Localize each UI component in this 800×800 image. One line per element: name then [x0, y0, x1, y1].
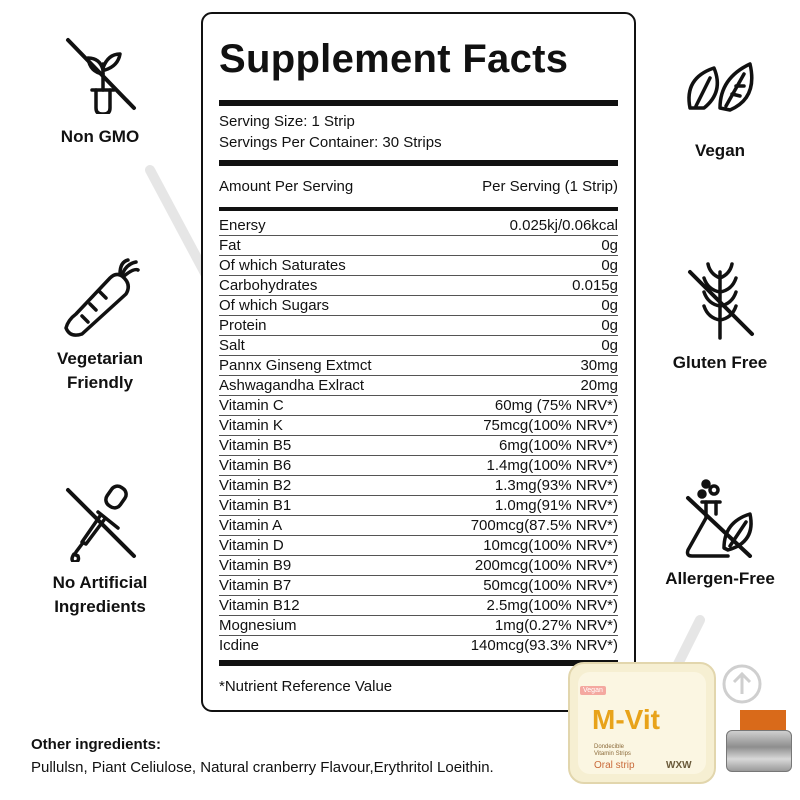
nutrient-row — [219, 536, 618, 556]
feature-gluten-free — [640, 262, 800, 375]
nutrient-name: Enersy — [219, 217, 266, 234]
amount-header — [219, 178, 618, 195]
tin-brand: WXW — [666, 760, 692, 771]
tin-badge: Vegan — [580, 686, 606, 695]
nutrient-table — [219, 216, 618, 656]
nutrient-value: 0.015g — [572, 277, 618, 294]
feature-vegan — [640, 48, 800, 163]
divider — [219, 207, 618, 211]
nutrient-value: 0g — [601, 337, 618, 354]
divider — [219, 160, 618, 166]
nutrient-name: Of which Saturates — [219, 257, 346, 274]
nutrient-value: 30mg — [580, 357, 618, 374]
other-ingredients-text: Pullulsn, Piant Celiulose, Natural cranberry Flavour,Erythritol Loeithin. — [31, 759, 494, 776]
nutrient-name: Ashwagandha Exlract — [219, 377, 365, 394]
nutrient-row — [219, 376, 618, 396]
feature-label — [10, 571, 190, 619]
nutrient-name: Mognesium — [219, 617, 297, 634]
nutrient-row — [219, 236, 618, 256]
nutrient-name: Vitamin K — [219, 417, 283, 434]
nutrient-value: 2.5mg(100% NRV*) — [486, 597, 618, 614]
nutrient-row — [219, 216, 618, 236]
nutrient-name: Vitamin B5 — [219, 437, 292, 454]
nutrient-value: 10mcg(100% NRV*) — [483, 537, 618, 554]
no-wheat-icon — [680, 262, 760, 342]
nutrient-name: Vitamin B2 — [219, 477, 292, 494]
nutrient-value: 0g — [601, 317, 618, 334]
feature-vegetarian — [20, 258, 180, 395]
no-allergen-flask-icon — [680, 478, 760, 558]
nutrient-value: 1.4mg(100% NRV*) — [486, 457, 618, 474]
feature-label-line2: Ingredients — [54, 597, 146, 616]
carrot-icon — [60, 258, 140, 338]
divider — [219, 100, 618, 106]
oral-strip-roll — [718, 700, 798, 780]
nutrient-row — [219, 456, 618, 476]
tin-strip-label: Oral strip — [594, 760, 635, 771]
nutrient-row — [219, 576, 618, 596]
feature-label-line2: Friendly — [66, 373, 134, 392]
nutrient-name: Vitamin B7 — [219, 577, 292, 594]
no-gmo-icon — [60, 34, 140, 114]
nutrient-row — [219, 556, 618, 576]
nutrient-value: 200mcg(100% NRV*) — [474, 557, 618, 574]
feature-non-gmo — [20, 34, 180, 149]
divider — [219, 660, 618, 666]
nutrient-name: Icdine — [219, 637, 260, 654]
leaves-icon — [680, 48, 760, 128]
feature-label-line1: No Artificial — [52, 573, 148, 592]
serving-size: Serving Size: 1 Strip — [219, 113, 355, 130]
nutrient-name: Vitamin B6 — [219, 457, 292, 474]
nutrient-row — [219, 596, 618, 616]
feature-label: Gluten Free — [672, 353, 768, 372]
nutrient-name: Pannx Ginseng Extmct — [219, 357, 372, 374]
nutrient-row — [219, 516, 618, 536]
tin-logo: M-Vit — [592, 704, 660, 735]
feature-label: Non GMO — [60, 127, 140, 146]
nutrient-row — [219, 436, 618, 456]
nutrient-row — [219, 416, 618, 436]
nutrient-name: Fat — [219, 237, 241, 254]
amount-header-right: Per Serving (1 Strip) — [482, 178, 618, 195]
nutrient-value: 0g — [601, 297, 618, 314]
tin-small-text — [594, 744, 631, 758]
feature-allergen-free — [630, 478, 800, 591]
amount-header-left: Amount Per Serving — [219, 178, 354, 195]
nutrient-value: 0g — [601, 257, 618, 274]
footnote: *Nutrient Reference Value — [219, 678, 393, 695]
servings-per-container: Servings Per Container: 30 Strips — [219, 134, 442, 151]
other-ingredients — [31, 735, 494, 779]
nutrient-name: Vitamin B12 — [219, 597, 300, 614]
nutrient-row — [219, 476, 618, 496]
strip-dispenser — [726, 730, 792, 772]
nutrient-value: 50mcg(100% NRV*) — [483, 577, 618, 594]
nutrient-value: 6mg(100% NRV*) — [499, 437, 618, 454]
nutrient-value: 20mg — [580, 377, 618, 394]
nutrient-row — [219, 256, 618, 276]
feature-label: Vegan — [694, 141, 746, 160]
product-image — [560, 650, 800, 800]
nutrient-name: Vitamin B9 — [219, 557, 292, 574]
nutrient-name: Vitamin C — [219, 397, 284, 414]
other-ingredients-title: Other ingredients: — [31, 736, 162, 753]
nutrient-name: Carbohydrates — [219, 277, 318, 294]
product-tin — [568, 662, 716, 784]
nutrient-value: 1.0mg(91% NRV*) — [494, 497, 618, 514]
nutrient-name: Of which Sugars — [219, 297, 330, 314]
nutrient-name: Vitamin A — [219, 517, 283, 534]
nutrient-row — [219, 616, 618, 636]
nutrient-name: Salt — [219, 337, 245, 354]
tin-small-line2: Vitamin Strips — [594, 751, 631, 757]
nutrient-value: 140mcg(93.3% NRV*) — [470, 637, 618, 654]
nutrient-value: 1.3mg(93% NRV*) — [494, 477, 618, 494]
nutrient-value: 1mg(0.27% NRV*) — [494, 617, 618, 634]
nutrient-value: 0g — [601, 237, 618, 254]
nutrient-value: 60mg (75% NRV*) — [494, 397, 618, 414]
nutrient-row — [219, 636, 618, 656]
feature-label: Allergen-Free — [665, 569, 775, 588]
nutrient-row — [219, 396, 618, 416]
nutrient-name: Vitamin B1 — [219, 497, 292, 514]
nutrient-row — [219, 316, 618, 336]
nutrient-row — [219, 496, 618, 516]
nutrient-name: Vitamin D — [219, 537, 284, 554]
nutrient-row — [219, 276, 618, 296]
nutrient-row — [219, 356, 618, 376]
feature-no-artificial — [10, 482, 190, 619]
nutrient-row — [219, 336, 618, 356]
supplement-facts-panel — [201, 12, 636, 712]
nutrient-row — [219, 296, 618, 316]
facts-title: Supplement Facts — [219, 37, 569, 81]
no-dropper-icon — [60, 482, 140, 562]
nutrient-value: 0.025kj/0.06kcal — [509, 217, 618, 234]
nutrient-value: 700mcg(87.5% NRV*) — [470, 517, 618, 534]
nutrient-name: Protein — [219, 317, 267, 334]
feature-label — [20, 347, 180, 395]
nutrient-value: 75mcg(100% NRV*) — [483, 417, 618, 434]
feature-label-line1: Vegetarian — [57, 349, 143, 368]
tin-small-line1: Dondecible — [594, 744, 625, 750]
